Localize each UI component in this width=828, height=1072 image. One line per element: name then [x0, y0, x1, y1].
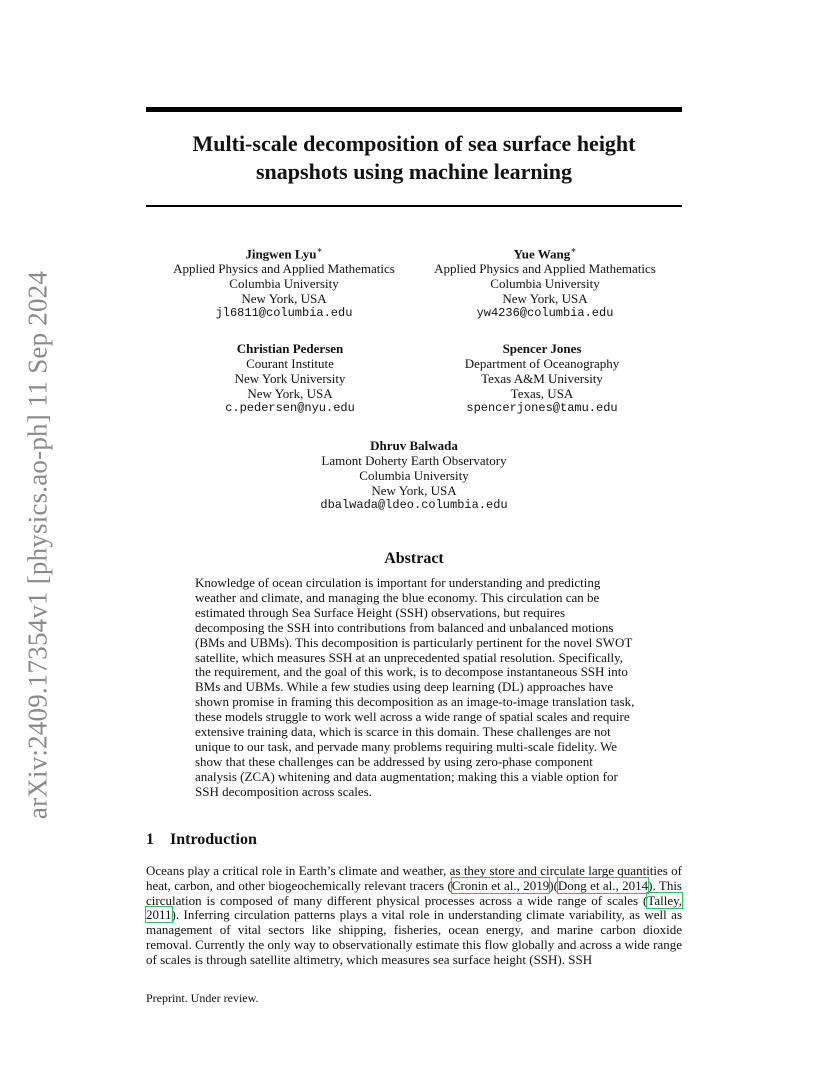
author-affiliation: Applied Physics and Applied Mathematics — [173, 261, 395, 277]
citation-link[interactable]: Cronin et al., 2019 — [451, 877, 550, 893]
abstract-heading: Abstract — [384, 550, 444, 567]
intro-text-part: . This circulation is composed of many different physical processes across a wide range of scales — [146, 877, 682, 908]
author-name: Christian Pedersen — [236, 341, 344, 356]
section-heading — [146, 831, 257, 849]
title-rule-bottom — [146, 205, 682, 207]
arxiv-stamp — [0, 0, 60, 1072]
author-location: New York, USA — [241, 291, 327, 307]
author-name: Dhruv Balwada — [370, 438, 458, 453]
author-institution: Columbia University — [359, 468, 469, 483]
author-name: Spencer Jones — [502, 341, 582, 356]
author-block — [415, 243, 675, 321]
abstract-text: Knowledge of ocean circulation is important for understanding and predicting weather and climate, and managing the blue economy. This circulation can be estimated through Sea Surface Height (SSH) observations, but requires decomposing the SSH into contributions from balanced and unbalanced motions (BMs and UBMs). This decomposition is particularly pertinent for the novel SWOT satellite, which measures SSH at an unprecedented spatial resolution. Specifically, the requirement, and the goal of this work, is to decompose instantaneous SSH into BMs and UBMs. While a few studies using deep learning (DL) approaches have shown promise in framing this decomposition as an image-to-image translation task, these models struggle to work well across a wide range of spatial scales and require extensive training data, which is scarce in this domain. These challenges are not unique to our task, and pervade many problems requiring multi-scale fidelity. We show that these challenges can be addressed by using zero-phase component analysis (ZCA) whitening and data augmentation; making this a viable option for SSH decomposition across scales. — [195, 575, 635, 799]
author-institution: Columbia University — [490, 276, 600, 292]
equal-contribution-mark: ∗ — [570, 245, 577, 255]
author-affiliation: Department of Oceanography — [464, 356, 620, 371]
author-block — [392, 341, 692, 416]
author-affiliation: Courant Institute — [246, 356, 334, 371]
author-location: Texas, USA — [510, 386, 574, 401]
section-number: 1 — [146, 831, 154, 848]
author-block — [284, 438, 544, 513]
paper-title: Multi-scale decomposition of sea surface height snapshots using machine learning — [192, 131, 636, 184]
equal-contribution-mark: ∗ — [316, 245, 323, 255]
intro-text-part: . Inferring circulation patterns plays a vital role in understanding climate variability, as well as management of vital sectors like shipping, fisheries, ocean energy, and marine carbon dioxide removal. Currently the only way to observationally estimate this flow globally and across a wide range of scales is through satellite altimetry, which measures sea surface height (SSH). SSH — [146, 907, 682, 967]
author-block — [160, 341, 420, 416]
author-affiliation: Applied Physics and Applied Mathematics — [434, 261, 656, 277]
author-institution: New York University — [234, 371, 346, 386]
author-email[interactable]: yw4236@columbia.edu — [476, 306, 614, 321]
author-location: New York, USA — [247, 386, 333, 401]
title-rule-top — [146, 107, 682, 112]
author-email[interactable]: dbalwada@ldeo.columbia.edu — [320, 498, 508, 512]
intro-paragraph: Oceans play a critical role in Earth’s climate and weather, as they store and circulate large quantities of heat, carbon, and other biogeochemically relevant tracers (Cronin et al., 2019)(Dong et al., 2014). This circulation is composed of many different physical processes across a wide range of scales (Talley, 2011). Inferring circulation patterns plays a vital role in understanding climate variability, as well as management of vital sectors like shipping, fisheries, ocean energy, and marine carbon dioxide removal. Currently the only way to observationally estimate this flow globally and across a wide range of scales is through satellite altimetry, which measures sea surface height (SSH). SSH — [146, 863, 682, 967]
author-email[interactable]: c.pedersen@nyu.edu — [225, 401, 355, 415]
citation-link[interactable]: Talley, 2011 — [146, 892, 682, 923]
author-location: New York, USA — [371, 483, 457, 498]
citation-link[interactable]: Dong et al., 2014 — [557, 877, 649, 893]
author-block — [154, 243, 414, 321]
arxiv-id: arXiv:2409.17354v1 [physics.ao-ph] 11 Sep 2024 — [22, 270, 53, 820]
section-title: Introduction — [170, 831, 257, 848]
author-name: Yue Wang — [513, 246, 571, 262]
author-location: New York, USA — [502, 291, 588, 307]
intro-text-part: Oceans play a critical role in Earth’s climate and weather, as they store and circulate large quantities of heat, carbon, and other biogeochemically relevant tracers — [146, 863, 682, 893]
author-institution: Texas A&M University — [481, 371, 603, 386]
author-institution: Columbia University — [229, 276, 339, 292]
author-name: Jingwen Lyu — [245, 246, 317, 262]
author-email[interactable]: jl6811@columbia.edu — [215, 306, 353, 321]
footer-note: Preprint. Under review. — [146, 991, 259, 1005]
author-email[interactable]: spencerjones@tamu.edu — [466, 401, 618, 415]
author-affiliation: Lamont Doherty Earth Observatory — [321, 453, 507, 468]
